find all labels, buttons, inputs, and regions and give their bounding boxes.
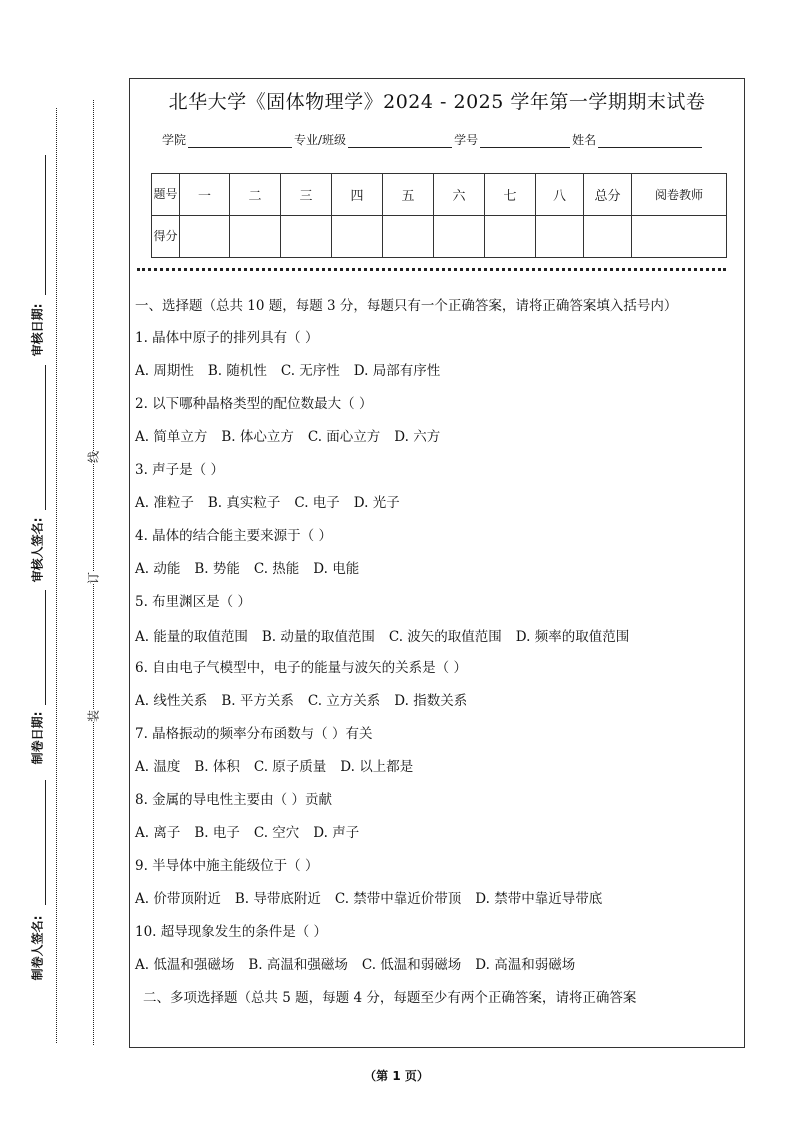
- exam-title: 北华大学《固体物理学》2024 - 2025 学年第一学期期末试卷: [168, 91, 706, 113]
- reviewer-sign-label: 审核人签名:: [30, 517, 45, 583]
- option-choice[interactable]: D. 六方: [394, 429, 441, 445]
- question-text: 3. 声子是（ ）: [135, 462, 224, 478]
- score-cell-4[interactable]: [332, 216, 383, 258]
- score-table: [151, 173, 727, 258]
- section1-heading: 一、选择题（总共 10 题，每题 3 分，每题只有一个正确答案，请将正确答案填入括号内）: [135, 298, 678, 314]
- option-choice[interactable]: A. 离子: [135, 825, 181, 841]
- question-text: 7. 晶格振动的频率分布函数与（ ）有关: [135, 726, 373, 742]
- option-choice[interactable]: D. 光子: [353, 495, 400, 511]
- option-choice[interactable]: B. 高温和强磁场: [248, 957, 348, 973]
- question-content: [135, 289, 740, 1015]
- option-choice[interactable]: D. 电能: [313, 561, 360, 577]
- option-choice[interactable]: C. 空穴: [253, 825, 300, 841]
- dotted-separator: [137, 268, 726, 271]
- reviewer-date-label: 审核日期:: [30, 303, 45, 357]
- question-text: 8. 金属的导电性主要由（ ）贡献: [135, 792, 332, 808]
- question-text: 5. 布里渊区是（ ）: [135, 594, 251, 610]
- option-choice[interactable]: A. 动能: [135, 561, 181, 577]
- question-options: [135, 355, 740, 388]
- score-cell-2[interactable]: [230, 216, 281, 258]
- option-choice[interactable]: B. 动量的取值范围: [261, 629, 375, 645]
- option-choice[interactable]: B. 平方关系: [221, 693, 294, 709]
- reviewer-date-line: [45, 155, 46, 295]
- page-number: （第 1 页）: [364, 1069, 429, 1083]
- question-options: [135, 421, 740, 454]
- option-choice[interactable]: A. 准粒子: [135, 495, 194, 511]
- question-options: [135, 949, 740, 982]
- option-choice[interactable]: B. 势能: [194, 561, 240, 577]
- option-choice[interactable]: B. 体心立方: [221, 429, 294, 445]
- question-text: 10. 超导现象发生的条件是（ ）: [135, 924, 328, 940]
- question-text: 1. 晶体中原子的排列具有（ ）: [135, 330, 319, 346]
- question-options: [135, 685, 740, 718]
- reviewer-sign-line: [45, 365, 46, 510]
- binding-staple-char: 订: [83, 572, 104, 584]
- column-4: 四: [332, 174, 383, 216]
- maker-date-line: [45, 590, 46, 705]
- major-class-blank[interactable]: [348, 133, 452, 148]
- maker-sign-label: 制卷人签名:: [30, 915, 45, 981]
- name-blank[interactable]: [598, 133, 702, 148]
- option-choice[interactable]: A. 价带顶附近: [135, 891, 221, 907]
- option-choice[interactable]: C. 禁带中靠近价带顶: [334, 891, 462, 907]
- score-row: [152, 216, 727, 258]
- column-total: 总分: [584, 174, 632, 216]
- option-choice[interactable]: D. 局部有序性: [353, 363, 441, 379]
- score-cell-total[interactable]: [584, 216, 632, 258]
- option-choice[interactable]: D. 声子: [313, 825, 360, 841]
- option-choice[interactable]: D. 指数关系: [394, 693, 468, 709]
- reviewer-teacher-label: 阅卷教师: [632, 174, 727, 216]
- question-text: 4. 晶体的结合能主要来源于（ ）: [135, 528, 332, 544]
- column-7: 七: [485, 174, 536, 216]
- gutter-dotted-line-outer: [56, 108, 57, 1043]
- option-choice[interactable]: C. 无序性: [280, 363, 340, 379]
- section2-heading: 二、多项选择题（总共 5 题，每题 4 分，每题至少有两个正确答案，请将正确答案: [143, 990, 637, 1006]
- maker-sign-line: [45, 780, 46, 905]
- score-cell-7[interactable]: [485, 216, 536, 258]
- score-cell-3[interactable]: [281, 216, 332, 258]
- score-cell-reviewer[interactable]: [632, 216, 727, 258]
- option-choice[interactable]: D. 高温和弱磁场: [475, 957, 576, 973]
- question-text: 9. 半导体中施主能级位于（ ）: [135, 858, 319, 874]
- question-list: [135, 322, 740, 982]
- option-choice[interactable]: C. 波矢的取值范围: [388, 629, 502, 645]
- option-choice[interactable]: D. 以上都是: [340, 759, 414, 775]
- option-choice[interactable]: A. 简单立方: [135, 429, 208, 445]
- question-options: [135, 487, 740, 520]
- question-number-label: 题号: [152, 174, 180, 216]
- option-choice[interactable]: D. 频率的取值范围: [515, 629, 630, 645]
- college-blank[interactable]: [188, 133, 292, 148]
- option-choice[interactable]: B. 电子: [194, 825, 240, 841]
- maker-date-label: 制卷日期:: [30, 711, 45, 765]
- question-options: [135, 626, 740, 648]
- option-choice[interactable]: C. 热能: [253, 561, 300, 577]
- question-text: 2. 以下哪种晶格类型的配位数最大（ ）: [135, 396, 373, 412]
- question-text: 6. 自由电子气模型中，电子的能量与波矢的关系是（ ）: [135, 660, 467, 676]
- column-2: 二: [230, 174, 281, 216]
- option-choice[interactable]: D. 禁带中靠近导带底: [475, 891, 603, 907]
- option-choice[interactable]: B. 体积: [194, 759, 240, 775]
- question-options: [135, 817, 740, 850]
- option-choice[interactable]: A. 温度: [135, 759, 181, 775]
- option-choice[interactable]: C. 立方关系: [307, 693, 381, 709]
- question-options: [135, 883, 740, 916]
- major-class-label: 专业/班级: [294, 133, 347, 147]
- column-6: 六: [434, 174, 485, 216]
- name-label: 姓名: [572, 133, 597, 147]
- option-choice[interactable]: B. 导带底附近: [234, 891, 321, 907]
- question-options: [135, 751, 740, 784]
- binding-line-char: 线: [83, 451, 104, 463]
- option-choice[interactable]: C. 低温和弱磁场: [361, 957, 462, 973]
- exam-paper-frame: [129, 78, 745, 1048]
- score-cell-6[interactable]: [434, 216, 485, 258]
- question-number-row: [152, 174, 727, 216]
- option-choice[interactable]: B. 随机性: [207, 363, 267, 379]
- option-choice[interactable]: A. 低温和强磁场: [135, 957, 235, 973]
- option-choice[interactable]: C. 电子: [294, 495, 340, 511]
- option-choice[interactable]: A. 周期性: [135, 363, 194, 379]
- college-label: 学院: [162, 133, 187, 147]
- score-cell-5[interactable]: [383, 216, 434, 258]
- student-id-label: 学号: [454, 133, 479, 147]
- score-row-label: 得分: [152, 216, 180, 258]
- binding-fold-char: 装: [83, 710, 104, 722]
- score-cell-1[interactable]: [180, 216, 230, 258]
- column-5: 五: [383, 174, 434, 216]
- student-id-blank[interactable]: [480, 133, 570, 148]
- option-choice[interactable]: B. 真实粒子: [207, 495, 281, 511]
- student-info-row: [162, 131, 704, 148]
- score-cell-8[interactable]: [536, 216, 584, 258]
- column-1: 一: [180, 174, 230, 216]
- column-3: 三: [281, 174, 332, 216]
- option-choice[interactable]: A. 能量的取值范围: [135, 629, 248, 645]
- column-8: 八: [536, 174, 584, 216]
- option-choice[interactable]: C. 面心立方: [307, 429, 381, 445]
- question-options: [135, 553, 740, 586]
- option-choice[interactable]: A. 线性关系: [135, 693, 208, 709]
- option-choice[interactable]: C. 原子质量: [253, 759, 327, 775]
